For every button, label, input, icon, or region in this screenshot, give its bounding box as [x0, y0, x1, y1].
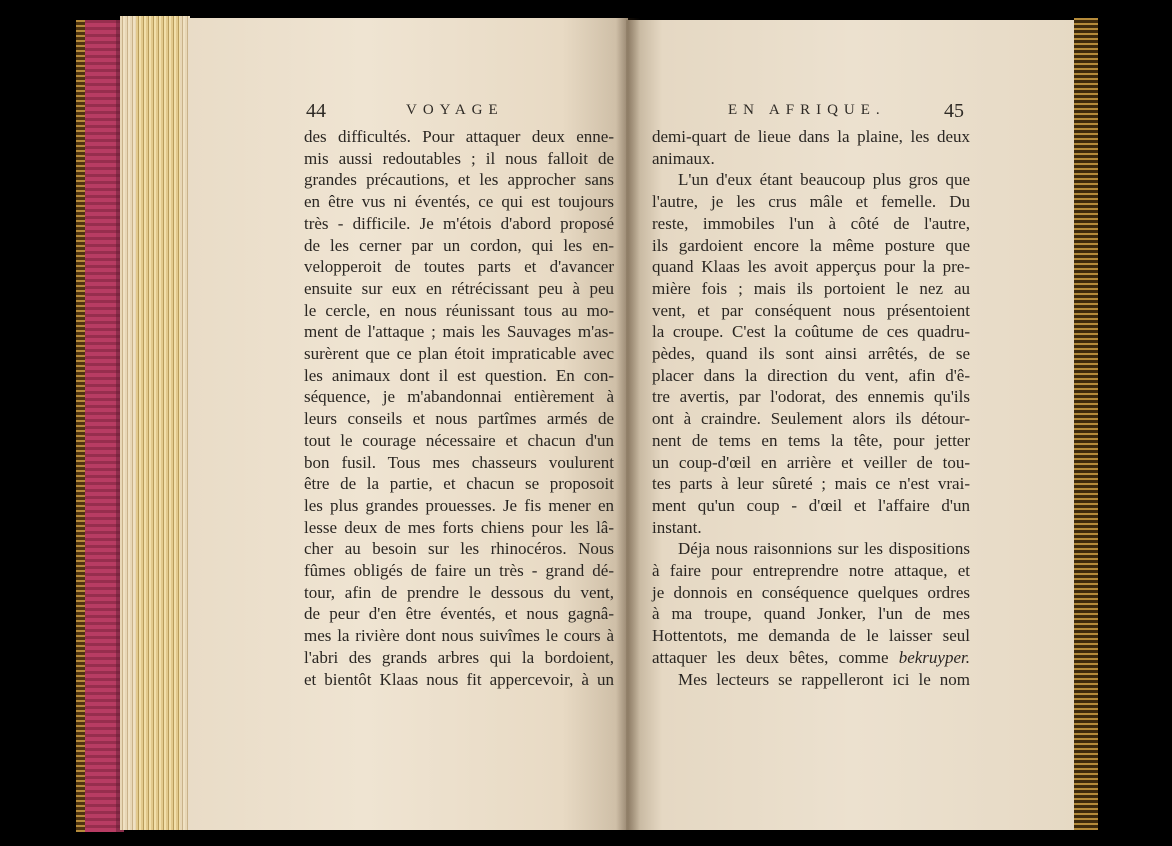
left-page-line: velopperoit de toutes parts et d'avancer — [304, 257, 614, 277]
left-page-line: des difficultés. Pour attaquer deux enne- — [304, 127, 614, 146]
right-page-line: tes parts à leur sûreté ; mais ce n'est vrai- — [652, 474, 970, 494]
left-page-line: grandes précautions, et les approcher sans — [304, 170, 614, 190]
gilt-cover-right — [1074, 18, 1098, 830]
right-page-line: Mes lecteurs se rappelleront ici le nom — [678, 669, 970, 689]
left-page-line: séquence, je m'abandonnai entièrement à — [304, 387, 614, 407]
right-page-line: attaquer les deux bêtes, comme bekruyper. — [652, 647, 970, 667]
gilt-page-edges — [136, 16, 180, 830]
left-page-line: tout le courage nécessaire et chacun d'un — [304, 430, 614, 450]
right-page-line: Déja nous raisonnions sur les dispositions — [678, 539, 970, 559]
right-page-line: instant. — [652, 517, 702, 537]
right-page-line: la croupe. C'est la coûtume de ces quadru- — [652, 322, 970, 342]
left-page-line: mis aussi redoutables ; il nous falloit de — [304, 148, 614, 168]
right-running-head: EN AFRIQUE. — [728, 102, 886, 118]
left-page-line: de les cerner par un cordon, qui les en- — [304, 235, 614, 255]
gilt-edge-left — [76, 20, 85, 832]
left-page-line: les animaux dont il est question. En con- — [304, 365, 614, 385]
right-page-line: pèdes, quand ils sont ainsi arrêtés, de se — [652, 344, 970, 364]
right-page-line: animaux. — [652, 148, 715, 168]
right-page-line: Hottentots, me demanda de le laisser seul — [652, 626, 970, 646]
right-page-line: ils gardoient encore la même posture que — [652, 235, 970, 255]
left-page-text — [304, 126, 614, 690]
italic-word: bekruyper. — [898, 647, 970, 667]
right-page-line: à faire pour entreprendre notre attaque, et — [652, 561, 970, 581]
right-page-line: demi-quart de lieue dans la plaine, les deux — [652, 127, 970, 146]
left-page-line: cher au besoin sur les rhinocéros. Nous — [304, 539, 614, 559]
left-page-line: ment de l'attaque ; mais les Sauvages m'as- — [304, 322, 614, 342]
left-page-line: mes la rivière dont nous suivîmes le cours à — [304, 626, 614, 646]
left-page-line: le cercle, en nous réunissant tous au mo- — [304, 300, 614, 320]
right-page-line: à ma troupe, quand Jonker, l'un de mes — [652, 604, 970, 624]
right-page-line: mière fois ; mais ils portoient le nez au — [652, 278, 970, 298]
right-page-line: je donnois en conséquence quelques ordres — [652, 582, 970, 602]
page-edges — [120, 16, 190, 830]
left-running-head: VOYAGE — [406, 102, 504, 118]
right-page-line: un coup-d'œil en arrière et veiller de tou- — [652, 452, 970, 472]
left-page-line: ensuite sur eux en rétrécissant peu à peu — [304, 278, 614, 298]
left-page-line: être de la partie, et chacun se proposoit — [304, 474, 614, 494]
left-page-line: fûmes obligés de faire un très - grand dé- — [304, 561, 614, 581]
left-page-line: surèrent que ce plan étoit impraticable avec — [304, 344, 614, 364]
left-page-number: 44 — [306, 100, 326, 122]
left-page-line: de peur d'en être éventés, et nous gagnâ- — [304, 604, 614, 624]
left-page-line: en être vus ni éventés, ce qui est toujours — [304, 192, 614, 212]
right-page-line: quand Klaas les avoit apperçus pour la pre- — [652, 257, 970, 277]
left-page-line: l'abri des grands arbres qui la bordoient, — [304, 647, 614, 667]
spine-gutter — [616, 18, 640, 830]
left-page-line: très - difficile. Je m'étois d'abord proposé — [304, 213, 614, 233]
left-page-line: les plus grandes prouesses. Je fis mener en — [304, 495, 614, 515]
right-page-line: L'un d'eux étant beaucoup plus gros que — [678, 170, 970, 190]
left-page-line: tour, afin de prendre le dessous du vent, — [304, 582, 614, 602]
right-page-line: placer dans la direction du vent, afin d'ê- — [652, 365, 970, 385]
right-page-number: 45 — [944, 100, 964, 122]
right-page-line: reste, immobiles l'un à côté de l'autre, — [652, 213, 970, 233]
right-page-line: l'autre, je les crus mâle et femelle. Du — [652, 192, 970, 212]
left-page-line: bon fusil. Tous mes chasseurs voulurent — [304, 452, 614, 472]
marbled-cover-left — [76, 20, 124, 832]
right-page-line: nent de tems en tems la tête, pour jetter — [652, 430, 970, 450]
right-page-line: vent, et par conséquent nous présentoient — [652, 300, 970, 320]
left-page-line: et bientôt Klaas nous fit appercevoir, à un — [304, 669, 614, 689]
right-page-line: tre avertis, par l'odorat, des ennemis qu'ils — [652, 387, 970, 407]
right-page-line: ment qu'un coup - d'œil et l'affaire d'un — [652, 495, 970, 515]
right-page-text — [652, 126, 970, 690]
left-page-line: lesse deux de mes forts chiens pour les lâ- — [304, 517, 614, 537]
right-page-line: ont à craindre. Seulement alors ils détour- — [652, 409, 970, 429]
left-page-line: leurs conseils et nous partîmes armés de — [304, 409, 614, 429]
